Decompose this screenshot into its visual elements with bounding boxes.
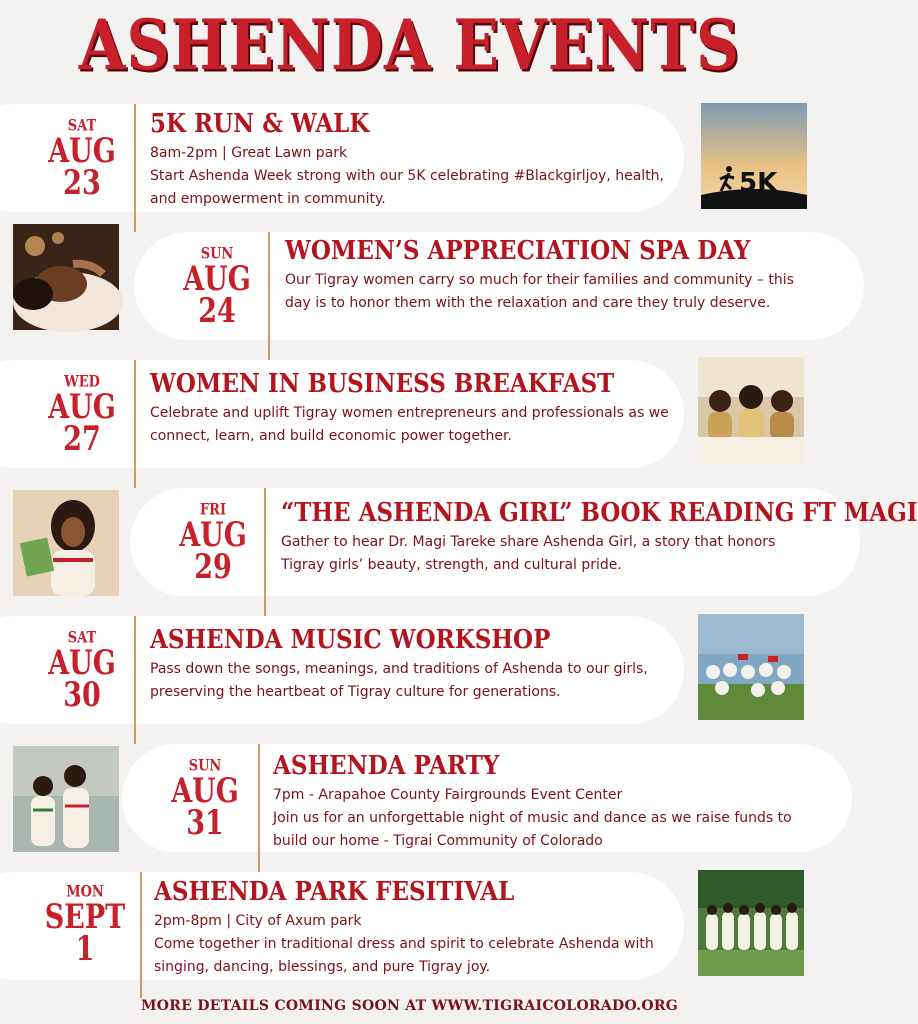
event-time: 8am-2pm | Great Lawn park	[150, 145, 348, 161]
event-day: 1	[75, 930, 95, 969]
event-content	[154, 877, 674, 979]
event-weekday: FRI	[199, 501, 227, 520]
event-weekday: WED	[64, 373, 100, 392]
event-title: ASHENDA PARK FESITIVAL	[154, 875, 515, 907]
event-title: ASHENDA MUSIC WORKSHOP	[150, 623, 551, 655]
event-month: AUG	[48, 388, 116, 427]
event-content	[281, 496, 918, 577]
event-description: Pass down the songs, meanings, and traditions of Ashenda to our girls, preserving the heartbeat of Tigray culture for generations.	[150, 661, 648, 700]
event-description: Celebrate and uplift Tigray women entrepreneurs and professionals as we connect, learn, and build economic power together.	[150, 405, 669, 444]
event-weekday: SAT	[67, 629, 97, 648]
event-day: 29	[194, 548, 232, 587]
event-month: AUG	[183, 260, 251, 299]
5k-badge-text: 5K	[739, 168, 778, 198]
event-content	[150, 369, 670, 448]
event-description: Our Tigray women carry so much for their families and community – this day is to honor them with the relaxation and care they truly deserve.	[285, 272, 794, 311]
event-title: “THE ASHENDA GIRL” BOOK READING FT MAGI	[281, 496, 918, 528]
footer-more-details: MORE DETAILS COMING SOON AT WWW.TIGRAICOLORADO.ORG	[140, 998, 679, 1014]
date-divider	[134, 104, 136, 232]
event-month: AUG	[48, 132, 116, 171]
event-date	[150, 757, 260, 843]
date-divider	[258, 744, 260, 872]
event-photo-spa	[13, 224, 119, 330]
event-photo-breakfast	[698, 357, 804, 463]
event-title: WOMEN IN BUSINESS BREAKFAST	[150, 367, 615, 399]
event-photo-music-workshop	[698, 614, 804, 720]
event-weekday: SUN	[200, 245, 234, 264]
date-divider	[264, 488, 266, 616]
date-divider	[134, 360, 136, 488]
event-content	[150, 109, 670, 211]
event-weekday: MON	[66, 883, 104, 902]
event-content	[150, 625, 670, 704]
event-date	[27, 117, 137, 203]
event-title: ASHENDA PARTY	[273, 749, 500, 781]
event-photo-park-festival	[698, 870, 804, 976]
event-description: Come together in traditional dress and spirit to celebrate Ashenda with singing, dancing, blessings, and pure Tigray joy.	[154, 936, 654, 975]
event-time: 7pm - Arapahoe County Fairgrounds Event Center	[273, 787, 623, 803]
event-date	[30, 883, 140, 969]
event-date	[162, 245, 272, 331]
event-month: AUG	[179, 516, 247, 555]
event-photo-book-reading	[13, 490, 119, 596]
event-description: Join us for an unforgettable night of music and dance as we raise funds to build our home - Tigrai Community of Colorado	[273, 810, 792, 849]
event-photo-party	[13, 746, 119, 852]
event-weekday: SAT	[67, 117, 97, 136]
event-day: 27	[63, 420, 101, 459]
event-title: 5K RUN & WALK	[150, 107, 370, 139]
page-title: ASHENDA EVENTS	[78, 5, 741, 87]
event-month: SEPT	[44, 898, 126, 937]
event-month: AUG	[171, 772, 239, 811]
date-divider	[134, 616, 136, 744]
event-description: Gather to hear Dr. Magi Tareke share Ashenda Girl, a story that honors Tigray girls’ beauty, strength, and cultural pride.	[281, 534, 776, 573]
event-content	[285, 236, 805, 315]
event-time: 2pm-8pm | City of Axum park	[154, 913, 362, 929]
date-divider	[140, 872, 142, 998]
event-date	[158, 501, 268, 587]
event-day: 31	[186, 804, 224, 843]
event-weekday: SUN	[188, 757, 222, 776]
event-description: Start Ashenda Week strong with our 5K celebrating #Blackgirljoy, health, and empowerment in community.	[150, 168, 665, 207]
event-title: WOMEN’S APPRECIATION SPA DAY	[285, 234, 751, 266]
event-day: 30	[63, 676, 101, 715]
event-day: 23	[63, 164, 101, 203]
event-date	[27, 373, 137, 459]
event-month: AUG	[48, 644, 116, 683]
event-date	[27, 629, 137, 715]
event-photo-5k	[701, 103, 807, 209]
date-divider	[268, 232, 270, 360]
event-content	[273, 751, 793, 853]
event-day: 24	[198, 292, 236, 331]
